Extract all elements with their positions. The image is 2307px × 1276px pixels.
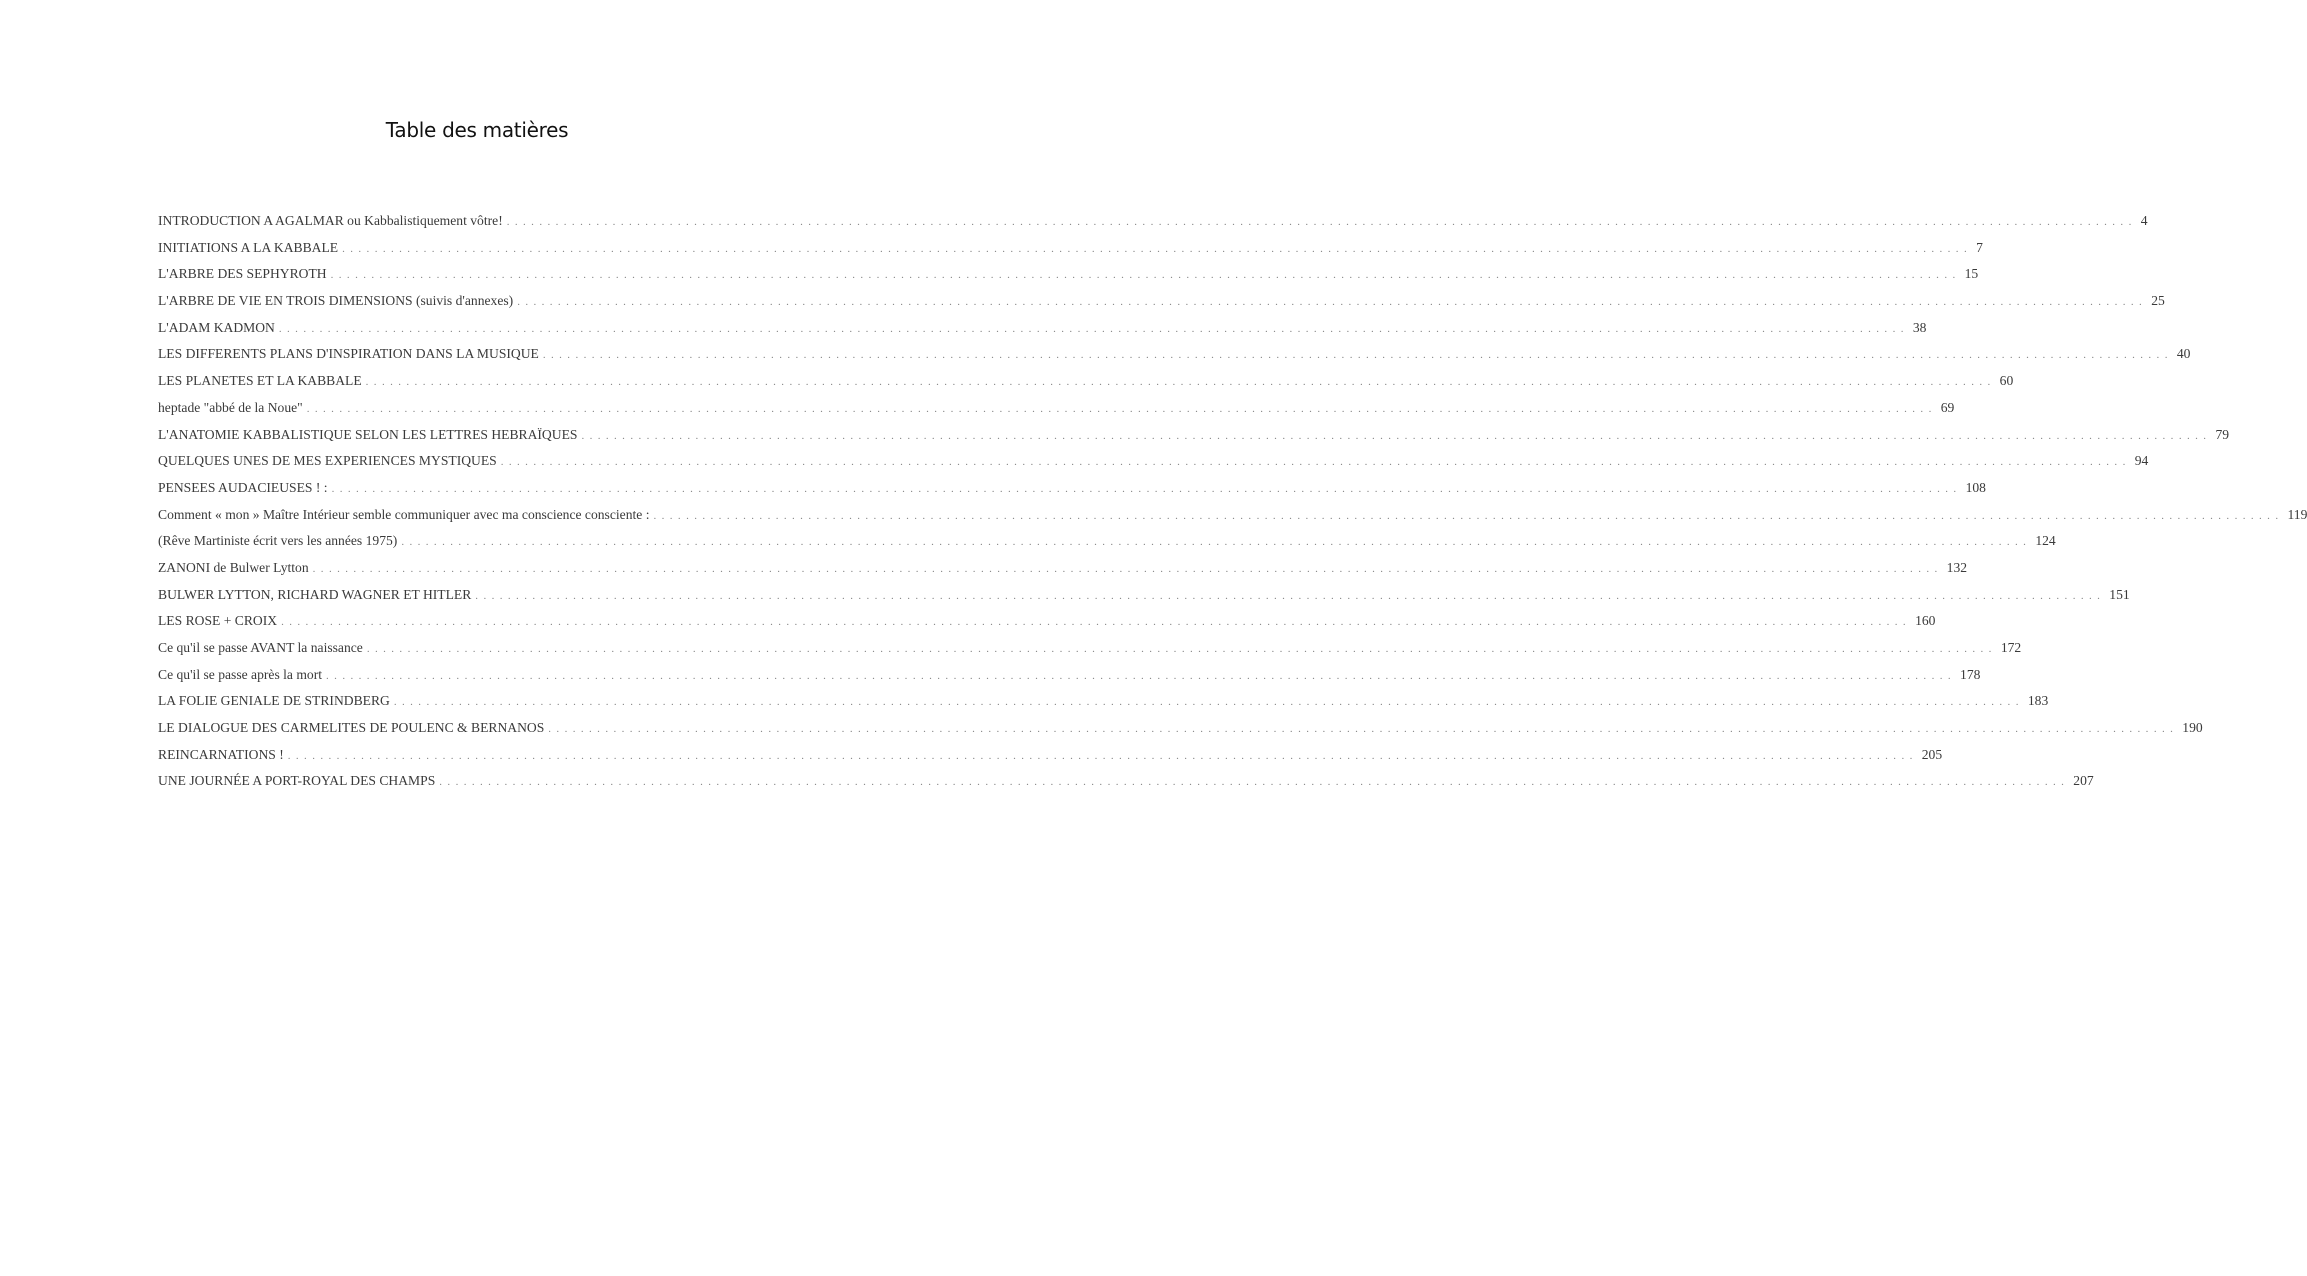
- toc-dot-leader: ........................................................................................................................................................................................................: [439, 776, 2070, 789]
- toc-entry-title: L'ANATOMIE KABBALISTIQUE SELON LES LETTRES HEBRAÏQUES: [158, 426, 578, 442]
- toc-entry-title: INITIATIONS A LA KABBALE: [158, 239, 339, 255]
- toc-page-number: 151: [2109, 586, 2130, 602]
- toc-page-number: 108: [1965, 479, 1986, 495]
- toc-entry-title: LES PLANETES ET LA KABBALE: [158, 373, 362, 389]
- toc-entry[interactable]: [158, 399, 1955, 427]
- toc-entry[interactable]: [158, 266, 1979, 293]
- toc-entry-title: Ce qu'il se passe après la mort: [158, 666, 323, 682]
- toc-entry-title: L'ARBRE DES SEPHYROTH: [158, 266, 327, 282]
- toc-entry[interactable]: [158, 533, 2056, 560]
- toc-entry[interactable]: [158, 373, 2014, 400]
- toc-page-number: 4: [2140, 213, 2148, 228]
- toc-dot-leader: ........................................................................................................................................................................................................: [365, 376, 1996, 389]
- toc-entry[interactable]: [158, 746, 1943, 774]
- toc-entry-title: INTRODUCTION A AGALMAR ou Kabbalistiquement vôtre!: [158, 213, 503, 228]
- toc-page-number: 38: [1912, 319, 1927, 335]
- toc-dot-leader: ........................................................................................................................................................................................................: [330, 269, 1961, 282]
- toc-entry-title: heptade "abbé de la Noue": [158, 399, 303, 415]
- toc-entry[interactable]: [158, 559, 1968, 587]
- toc-dot-leader: ........................................................................................................................................................................................................: [342, 242, 1973, 255]
- toc-entry[interactable]: [158, 640, 2022, 667]
- toc-page-number: 132: [1946, 559, 1968, 575]
- toc-dot-leader: ........................................................................................................................................................................................................: [393, 696, 2024, 709]
- toc-dot-leader: ........................................................................................................................................................................................................: [326, 669, 1957, 682]
- toc-dot-leader: ........................................................................................................................................................................................................: [281, 616, 1912, 629]
- toc-entry[interactable]: [158, 426, 2230, 454]
- toc-dot-leader: ........................................................................................................................................................................................................: [306, 402, 1937, 415]
- toc-dot-leader: ........................................................................................................................................................................................................: [331, 482, 1962, 495]
- toc-page-number: 60: [1999, 373, 2014, 389]
- toc-entry-title: UNE JOURNÉE A PORT-ROYAL DES CHAMPS: [158, 773, 436, 789]
- toc-page-number: 172: [2000, 640, 2022, 655]
- toc-page-number: 178: [1960, 666, 1981, 682]
- toc-entry[interactable]: [158, 666, 1981, 694]
- toc-entry[interactable]: [158, 293, 2165, 320]
- toc-entry-title: REINCARNATIONS !: [158, 746, 284, 762]
- toc-entry[interactable]: [158, 239, 1983, 267]
- toc-entry-title: L'ARBRE DE VIE EN TROIS DIMENSIONS (suivis d'annexes): [158, 293, 514, 309]
- toc-entry[interactable]: [158, 453, 2149, 480]
- toc-entry[interactable]: [158, 319, 1927, 347]
- toc-entry[interactable]: [158, 693, 2049, 720]
- toc-entry-title: Comment « mon » Maître Intérieur semble communiquer avec ma conscience consciente :: [158, 506, 650, 522]
- toc-dot-leader: ........................................................................................................................................................................................................: [401, 536, 2032, 549]
- toc-dot-leader: ........................................................................................................................................................................................................: [548, 723, 2179, 736]
- toc-page-number: 94: [2134, 453, 2149, 469]
- toc-page-number: 7: [1976, 239, 1983, 255]
- toc-entry-title: QUELQUES UNES DE MES EXPERIENCES MYSTIQUES: [158, 453, 497, 469]
- toc-entry[interactable]: [158, 479, 1986, 507]
- toc-dot-leader: ........................................................................................................................................................................................................: [581, 429, 2212, 442]
- toc-page-number: 79: [2215, 426, 2230, 442]
- toc-entry-title: LES DIFFERENTS PLANS D'INSPIRATION DANS LA MUSIQUE: [158, 346, 539, 362]
- toc-page-number: 160: [1915, 613, 1936, 629]
- toc-dot-leader: ........................................................................................................................................................................................................: [475, 589, 2106, 602]
- toc-dot-leader: ........................................................................................................................................................................................................: [366, 643, 1997, 655]
- toc-entry-title: PENSEES AUDACIEUSES ! :: [158, 479, 328, 495]
- toc-dot-leader: ........................................................................................................................................................................................................: [506, 216, 2137, 228]
- toc-page-number: 205: [1921, 746, 1943, 762]
- toc-page-number: 119: [2287, 506, 2307, 522]
- table-of-contents: [158, 213, 2307, 800]
- toc-page-number: 25: [2151, 293, 2165, 309]
- toc-dot-leader: ........................................................................................................................................................................................................: [278, 322, 1909, 335]
- toc-dot-leader: ........................................................................................................................................................................................................: [500, 456, 2131, 469]
- toc-entry-title: L'ADAM KADMON: [158, 319, 275, 335]
- toc-entry-title: LES ROSE + CROIX: [158, 613, 278, 629]
- toc-page-number: 40: [2176, 346, 2191, 362]
- toc-dot-leader: ........................................................................................................................................................................................................: [542, 349, 2173, 362]
- toc-dot-leader: ........................................................................................................................................................................................................: [653, 509, 2284, 522]
- toc-page-number: 190: [2182, 720, 2203, 736]
- toc-entry-title: BULWER LYTTON, RICHARD WAGNER ET HITLER: [158, 586, 472, 602]
- toc-entry[interactable]: [158, 213, 2148, 240]
- toc-dot-leader: ........................................................................................................................................................................................................: [287, 749, 1918, 762]
- toc-entry-title: (Rêve Martiniste écrit vers les années 1975): [158, 533, 398, 549]
- toc-page-number: 124: [2035, 533, 2056, 549]
- toc-entry[interactable]: [158, 346, 2191, 373]
- toc-page-number: 15: [1964, 266, 1979, 282]
- toc-entry[interactable]: [158, 506, 2307, 534]
- toc-entry[interactable]: [158, 773, 2094, 800]
- page-title: Table des matières: [385, 118, 569, 142]
- toc-entry-title: Ce qu'il se passe AVANT la naissance: [158, 640, 363, 655]
- toc-entry[interactable]: [158, 586, 2130, 614]
- toc-page-number: 69: [1940, 399, 1955, 415]
- toc-entry-title: ZANONI de Bulwer Lytton: [158, 559, 309, 575]
- toc-entry-title: LA FOLIE GENIALE DE STRINDBERG: [158, 693, 390, 709]
- toc-page-number: 183: [2027, 693, 2049, 709]
- toc-dot-leader: ........................................................................................................................................................................................................: [517, 296, 2148, 309]
- toc-dot-leader: ........................................................................................................................................................................................................: [312, 562, 1943, 575]
- toc-entry-title: LE DIALOGUE DES CARMELITES DE POULENC & BERNANOS: [158, 720, 545, 736]
- toc-entry[interactable]: [158, 613, 1936, 640]
- toc-entry[interactable]: [158, 720, 2203, 747]
- toc-page-number: 207: [2073, 773, 2094, 789]
